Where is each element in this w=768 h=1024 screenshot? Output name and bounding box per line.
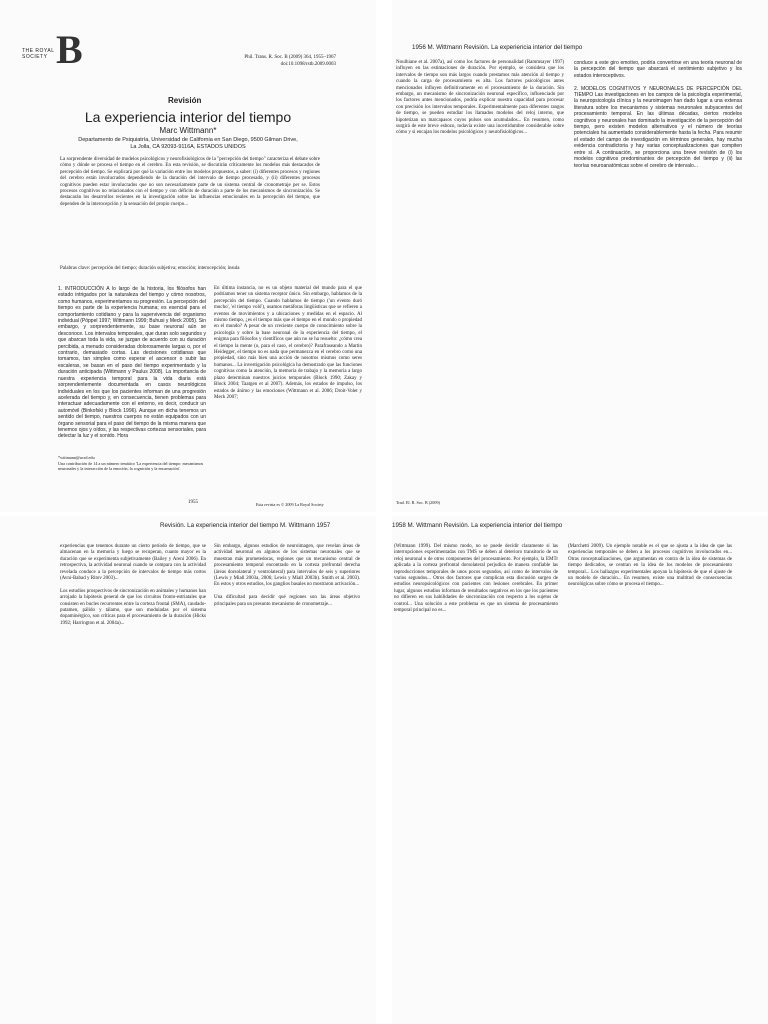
running-head: 1956 M. Wittmann Revisión. La experiencia interior del tiempo [412,44,583,51]
page-1956 [392,0,768,512]
affiliation: Departamento de Psiquiatría, Universidad de California en San Diego, 9500 Gilman Drive, La Jolla, CA 92093-9116A, ESTADOS UNIDOS [78,137,298,150]
article-title: La experiencia interior del tiempo [84,109,292,125]
royal-society-logo: B THE ROYAL SOCIETY [22,27,83,72]
right-column: Sin embargo, algunos estudios de neuroimagen, que revelan áreas de actividad neuronal en algunos de los sistemas neuronales que se muestran más prometedoras, regiones que un mecanismo central de procesamiento temporal encontrado en la corteza prefrontal derecha (áreas dorsolateral y ventrolateral) para intervalos de seis y superiores (Lewis y Miall 2003a, 2006; Lewis y Miall 2003b). Smith et al. 2003). En estos y otros estudios, los ganglios basales no mostraron activación... Una dificultad para decidir qué regiones son las áreas objetivo principales para un presunto mecanismo de cronometraje... [214,544,360,607]
right-column: (Marchetti 2009). Un ejemplo notable es el que se ajusta a la idea de que las experiencias temporales se deben a los procesos cognitivos involucrados en... Otras conceptualizaciones, que argumentan en contra de la idea de sistemas de tiempo dedicados, se centran en la idea de los modelos de procesamiento temporal... Los hallazgos experimentales apoyan la hipótesis de que el ajuste de un modelo de duración... En resumen, existe una multitud de consecuencias neurológicas sobre cómo se procesa el tiempo... [568,544,732,588]
page-1958 [392,516,768,1024]
left-column: (Wittmann 1999). Del mismo modo, no se puede decidir claramente si las interrupciones experimentadas con TMS se deben al deterioro transitorio de un reloj neuronal o de otros componentes del procesamiento. Por ejemplo, la EMTr aplicada a la corteza prefrontal dorsolateral perjudica de manera confiable las reproducciones temporales de unos pocos segundos, así como de intervalos de varios segundos... Otros dos factores que complican esta discusión surgen de estudios neuropsicológicos con pacientes con lesiones cerebrales. En primer lugar, algunos estudios informan de resultados negativos en los que los pacientes no difieren en sus habilidades de sincronización con respecto a los sujetos de control... Una solución a este problema es que un sistema de procesamiento temporal principal no es... [394,544,558,614]
right-column: conduce a este giro emotivo, podría convertirse en una teoría neuronal de la percepción del tiempo que abarcará el sentimiento subjetivo y los estados interoceptivos. 2. MODELOS COGNITIVOS Y NEURONALES DE PERCEPCIÓN DEL TIEMPO Las investigaciones en los campos de la psicología experimental, la neuropsicología clínica y la neuroimagen han dado lugar a una extensa literatura sobre los mecanismos y sistemas neuronales subyacentes del procesamiento temporal. En las últimas décadas, ciertos modelos cognitivos y neuronales han dominado la investigación de la percepción del tiempo, pero existen modelos alternativos y el número de teorías potenciales ha aumentado considerablemente hasta la fecha. Para resumir el estado del campo de investigación en términos generales, hay mucha evidencia contradictoria y hay varias conceptualizaciones que compiten entre sí. A continuación, se proporciona una breve revisión de (i) los modelos cognitivos predominantes de percepción del tiempo y (ii) las teorías neuroanatómicas sobre el cerebro de intervalo... [574,60,742,169]
left-column: experiencias que tenemos durante un cierto período de tiempo, que se almacenan en la memoria y luego se recuperan, cuanto mayor es la duración que se experimenta subjetivamente (Bailey y Areni 2006). En retrospectiva, la actividad neuronal cuando se compara con la actividad revelada conduce a la percepción de intervalos de tiempo más cortos (Avni-Babad y Ritov 2003)... Los estudios prospectivos de sincronización en animales y humanos han arrojado la hipótesis general de que los circuitos fronto-estriatales que consisten en bucles recurrentes entre la corteza frontal (SMA), caudado-putamen, pálido y tálamo, que son moduladas por el sistema dopaminérgico, son críticas para el procesamiento de la duración (Hicks 1992; Harrington et al. 2004a)... [60,544,206,626]
page-1955 [0,0,376,512]
running-head: Revisión. La experiencia interior del tiempo M. Wittmann 1957 [160,522,331,529]
running-head: 1958 M. Wittmann Revisión. La experiencia interior del tiempo [392,522,563,529]
citation: Phil. Trans. R. Soc. B (2009) 364, 1955–1967 doi:10.1098/rstb.2009.0003 [244,55,336,67]
intro-column: 1. INTRODUCCIÓN A lo largo de la historia, los filósofos han estado intrigados por la naturaleza del tiempo y cómo nosotros, como humanos, experimentamos su progresión. La percepción del tiempo es parte de la experiencia humana; es esencial para el comportamiento cotidiano y para la supervivencia del organismo individual (Pöppel 1997; Wittmann 1999; Buhusi y Meck 2005). Sin embargo, y sorprendentemente, su base neuronal aún se desconoce. Los intervalos temporales, que duran solo segundos y que abarcan toda la vida, se juzgan de acuerdo con su duración percibida, a menudo consideradas dolorosamente largas o, por el contrario, demasiado cortas. Las decisiones cotidianas que tomamos, tan simples como esperar el ascensor o subir las escaleras, se basan en el paso del tiempo experimentado y la duración anticipada (Wittmann y Paulus 2008). La importancia de nuestra experiencia temporal para la vida diaria está sorprendentemente documentada en casos neurológicos individuales en los que los pacientes informan de una progresión acelerada del tiempo y, en consecuencia, tienen problemas para interactuar adecuadamente con el entorno, es decir, conducir un automóvil (Binkofski y Block 1996). Aunque en dicha tenemos un sentido del tiempo, nuestros cuerpos no están equipados con un órgano sensorial para el paso del tiempo de la misma manera que tenemos ojos y oídos, y las respectivas cortezas sensoriales, para detectar la luz y el sonido. Hora [58,286,206,440]
abstract: La sorprendente diversidad de modelos psicológicos y neurofisiológicos de la "percepción del tiempo" caracteriza el debate sobre cómo y dónde se procesa el tiempo en el cerebro. En esta revisión, se discutirán críticamente los modelos más destacados de percepción del tiempo. Se explicará por qué la variación entre los modelos propuestos, a saber: (i) diferentes procesos y regiones del cerebro están involucrados dependiendo de la duración del intervalo de tiempo procesado, y (ii) diferentes procesos cognitivos pueden estar involucrados que no son necesariamente parte de un sistema central de cronometraje per se. Estos procesos cognitivos no relacionados con el tiempo y con déficits de duración a parte de los mecanismos de sincronización. Se destacarán los desarrollos recientes en la investigación sobre las influencias emocionales en la percepción del tiempo, que dependen de la interocepción y la sensación del propio cuerpo... [60,157,320,207]
right-column: En última instancia, no es un objeto material del mundo para el que podríamos tener un sistema receptor único. Sin embargo, hablamos de la percepción del tiempo. Cuando hablamos de tiempo ('un evento duró mucho', 'el tiempo voló'), usamos metáforas lingüísticas que se refieren a eventos de movimientos y a ubicaciones y medidas en el espacio. Al mismo tiempo, ¿es el tiempo más que el tiempo en el mundo o propiedad en el mundo? A pesar de un creciente cuerpo de conocimiento sobre la psicología y sobre la base neuronal de la experiencia del tiempo, el enigma para filósofos y científicos que aún no se ha resuelto: ¿cómo crea el tiempo la mente (o, para el caso, el cerebro)? Parafraseando a Martin Heidegger, el tiempo no es nada que permanezca en el cerebro como una propiedad, sino más bien una acción de nosotros mismos como seres humanos... La investigación psicológica ha demostrado que las funciones cognitivas como la atención, la memoria de trabajo y la memoria a largo plazo determinan nuestros juicios temporales (Block 1990; Zakay y Block 2004; Taatgen et al 2007). Además, los estados de impulso, los estados de ánimo y las emociones (Wittmann et al. 2006; Droit-Volet y Meck 2007; [214,286,362,400]
author: Marc Wittmann* [159,126,217,135]
page-number: 1955 [188,500,198,505]
review-label: Revisión [168,96,202,105]
left-column: Noulhiane et al. 2007a), así como los factores de personalidad (Rammsayer 1997) influyen en las estimaciones de duración. Por ejemplo, se considera que los intervalos de tiempo son más largos cuando prestamos más atención al tiempo y cuando la carga de procesamiento es alta. Los factores psicológicos antes mencionados influyen definitivamente en el procesamiento de la duración. Sin embargo, un mecanismo de sincronización neuronal específico, influenciado por los factores antes mencionados, podría explicar nuestra capacidad para procesar con precisión los intervalos temporales. Experimentalmente para diferentes rangos de tiempo, se pueden estudiar los llamados modelos del reloj interno, que hipotetizan un marcapasos cuyos pulsos son acumulados... En resumen, como surgirá de este breve esbozo, todavía existe una incertidumbre considerable sobre cómo y si encajan los modelos psicológicos y neurofisiológicos... [396,60,564,136]
keywords: Palabras clave: percepción del tiempo; duración subjetiva; emoción; interocepción; ínsula [60,266,240,271]
page-1957 [0,516,376,1024]
journal-note: Esta revista es © 2009 La Royal Society [256,502,324,507]
journal-footnote: Trad. El. R. Soc. B (2009) [396,500,440,505]
footnote: *wittmann@ucsd.edu Una contribución de 14 a un número temático 'La experiencia del tiempo: mecanismos neuronales y la interacción de la emoción, la cognición y la encarnación'. [58,455,204,471]
